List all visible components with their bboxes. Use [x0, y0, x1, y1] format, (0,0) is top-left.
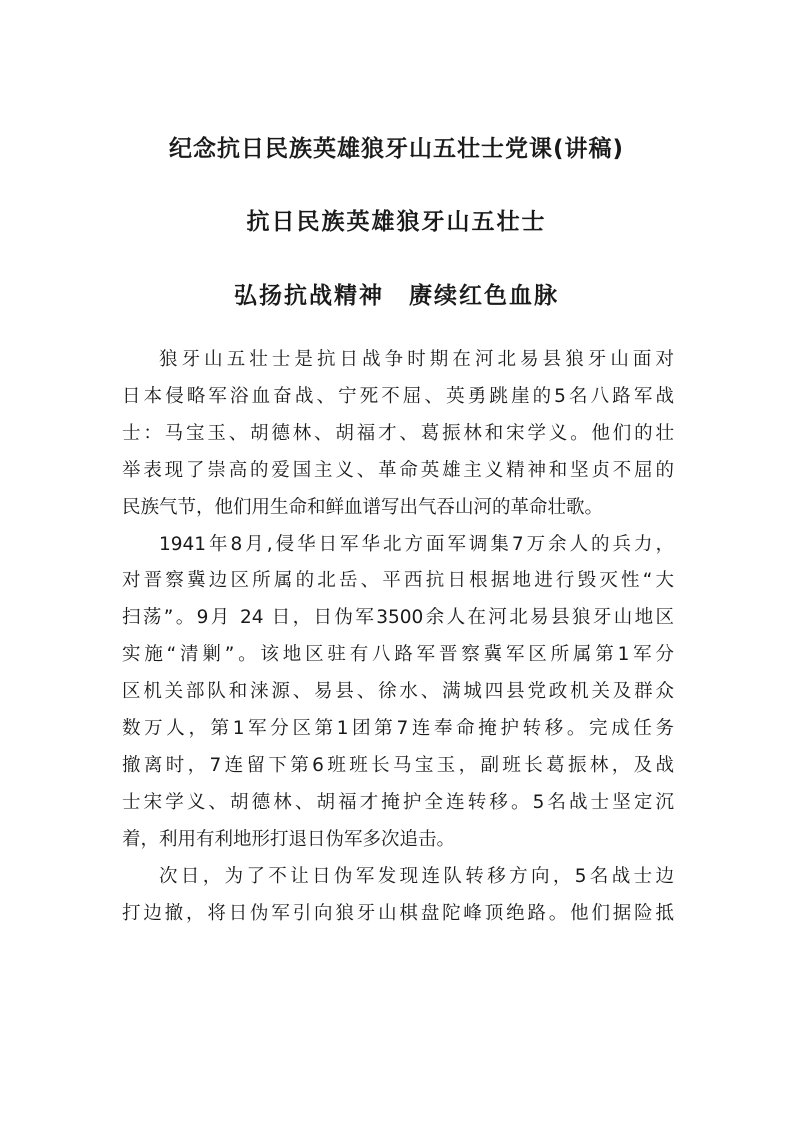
paragraph-1	[122, 342, 674, 527]
paragraph-line: 士宋学义、胡德林、胡福才掩护全连转移。5名战士坚定沉	[122, 791, 674, 813]
paragraph-2	[122, 527, 674, 859]
document-body	[122, 342, 674, 933]
document-subtitle-1: 抗日民族英雄狼牙山五壮士	[246, 209, 547, 235]
document-title: 纪念抗日民族英雄狼牙山五壮士党课(讲稿)	[168, 136, 625, 162]
document-subtitle-2: 弘扬抗战精神 赓续红色血脉	[234, 283, 559, 309]
paragraph-line: 对晋察冀边区所属的北岳、平西抗日根据地进行毁灭性“大	[122, 570, 674, 592]
paragraph-line: 实施“清剿”。该地区驻有八路军晋察冀军区所属第1军分	[122, 644, 674, 666]
paragraph-line: 次日，为了不让日伪军发现连队转移方向，5名战士边	[159, 865, 674, 887]
paragraph-line: 撤离时，7连留下第6班班长马宝玉，副班长葛振林，及战	[122, 754, 674, 776]
paragraph-line: 扫荡”。9月 24 日，日伪军3500余人在河北易县狼牙山地区	[122, 607, 674, 629]
paragraph-line: 着，利用有利地形打退日伪军多次追击。	[122, 828, 456, 850]
paragraph-line: 士：马宝玉、胡德林、胡福才、葛振林和宋学义。他们的壮	[122, 422, 674, 444]
paragraph-line: 狼牙山五壮士是抗日战争时期在河北易县狼牙山面对	[159, 349, 674, 370]
paragraph-line: 1941年8月,侵华日军华北方面军调集7万余人的兵力，	[159, 533, 674, 555]
paragraph-line: 举表现了崇高的爱国主义、革命英雄主义精神和坚贞不屈的	[122, 459, 674, 481]
paragraph-line: 民族气节，他们用生命和鲜血谱写出气吞山河的革命壮歌。	[122, 496, 604, 518]
paragraph-line: 打边撤，将日伪军引向狼牙山棋盘陀峰顶绝路。他们据险抵	[122, 902, 674, 924]
paragraph-line: 区机关部队和涞源、易县、徐水、满城四县党政机关及群众	[122, 681, 674, 703]
paragraph-3	[122, 859, 674, 933]
paragraph-line: 日本侵略军浴血奋战、宁死不屈、英勇跳崖的5名八路军战	[122, 385, 674, 407]
paragraph-line: 数万人，第1军分区第1团第7连奉命掩护转移。完成任务	[122, 718, 674, 740]
